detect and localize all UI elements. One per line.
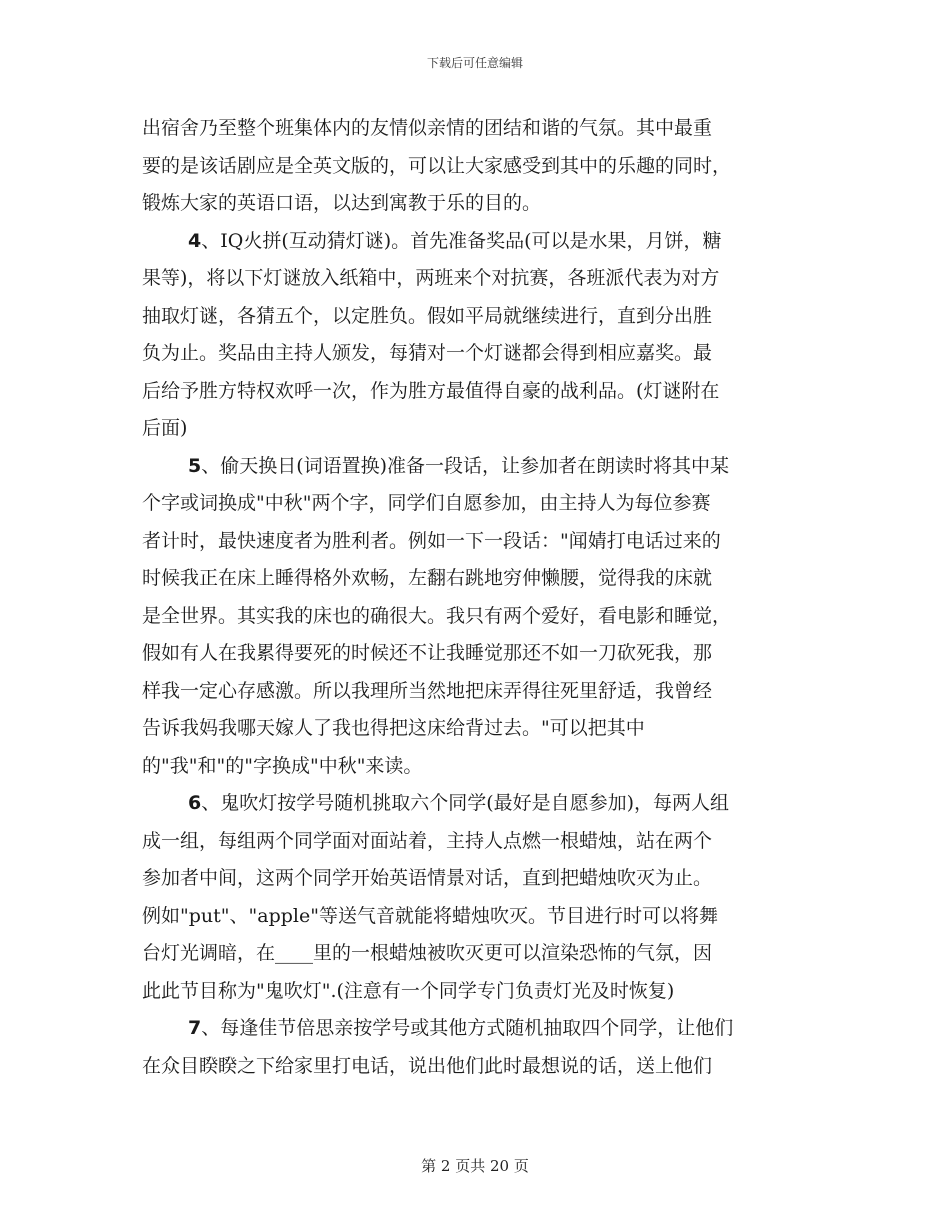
text-line: 负为止。奖品由主持人颁发，每猜对一个灯谜都会得到相应嘉奖。最: [142, 342, 713, 364]
text-line: 是全世界。其实我的床也的确很大。我只有两个爱好，看电影和睡觉，: [142, 604, 732, 627]
text-line: 台灯光调暗，在____里的一根蜡烛被吹灭更可以渲染恐怖的气氛，因: [142, 942, 713, 964]
text-line: [142, 223, 808, 261]
text-line-content: 、IQ火拼(互动猜灯谜)。首先准备奖品(可以是水果，月饼，糖: [201, 229, 722, 252]
text-line: [142, 448, 808, 486]
text-line: 者计时，最快速度者为胜利者。例如一下一段话："闻婧打电话过来的: [142, 529, 721, 552]
text-line: 出宿舍乃至整个班集体内的友情似亲情的团结和谐的气氛。其中最重: [142, 117, 713, 139]
page-header: 下载后可任意编辑: [426, 56, 523, 70]
text-line: 样我一定心存感激。所以我理所当然地把床弄得往死里舒适，我曾经: [142, 679, 713, 702]
page-footer: 第 2 页共 20 页: [421, 1157, 529, 1175]
paragraph-item-6: [142, 785, 808, 1010]
text-line-content: 、鬼吹灯按学号随机挑取六个同学(最好是自愿参加)，每两人组: [201, 792, 730, 814]
paragraph: [142, 110, 808, 223]
text-line: 在众目睽睽之下给家里打电话，说出他们此时最想说的话，送上他们: [142, 1054, 713, 1077]
text-line: 时候我正在床上睡得格外欢畅，左翻右跳地穷伸懒腰，觉得我的床就: [142, 567, 713, 589]
item-number: 7: [188, 1017, 202, 1039]
text-line: 的"我"和"的"字换成"中秋"来读。: [142, 754, 423, 777]
text-line: 果等)，将以下灯谜放入纸箱中，两班来个对抗赛，各班派代表为对方: [142, 267, 720, 289]
item-number: 5: [188, 454, 202, 477]
text-line: 后给予胜方特权欢呼一次，作为胜方最值得自豪的战利品。(灯谜附在: [142, 379, 720, 402]
text-line: 成一组，每组两个同学面对面站着，主持人点燃一根蜡烛，站在两个: [142, 829, 713, 852]
text-line: 锻炼大家的英语口语，以达到寓教于乐的目的。: [142, 192, 542, 214]
text-line: 例如"put"、"apple"等送气音就能将蜡烛吹灭。节目进行时可以将舞: [142, 904, 718, 927]
document-body: [142, 110, 808, 1085]
text-line-content: 、偷天换日(词语置换)准备一段话，让参加者在朗读时将其中某: [201, 454, 730, 477]
text-line: 假如有人在我累得要死的时候还不让我睡觉那还不如一刀砍死我，那: [142, 642, 713, 664]
text-line: 告诉我妈我哪天嫁人了我也得把这床给背过去。"可以把其中: [142, 717, 645, 739]
text-line: [142, 785, 808, 823]
text-line: [142, 1010, 808, 1048]
paragraph-item-7: [142, 1010, 808, 1085]
text-line: 此此节目称为"鬼吹灯".(注意有一个同学专门负责灯光及时恢复): [142, 979, 675, 1002]
item-number: 6: [188, 792, 202, 814]
text-line: 参加者中间，这两个同学开始英语情景对话，直到把蜡烛吹灭为止。: [142, 867, 713, 889]
text-line: 个字或词换成"中秋"两个字，同学们自愿参加，由主持人为每位参赛: [142, 492, 711, 514]
text-line: 要的是该话剧应是全英文版的，可以让大家感受到其中的乐趣的同时，: [142, 154, 732, 177]
text-line: 抽取灯谜，各猜五个，以定胜负。假如平局就继续进行，直到分出胜: [142, 304, 713, 327]
text-line-content: 、每逢佳节倍思亲按学号或其他方式随机抽取四个同学，让他们: [201, 1017, 734, 1039]
item-number: 4: [188, 229, 202, 252]
text-line: 后面): [142, 417, 188, 439]
paragraph-item-4: [142, 223, 808, 448]
paragraph-item-5: [142, 448, 808, 786]
